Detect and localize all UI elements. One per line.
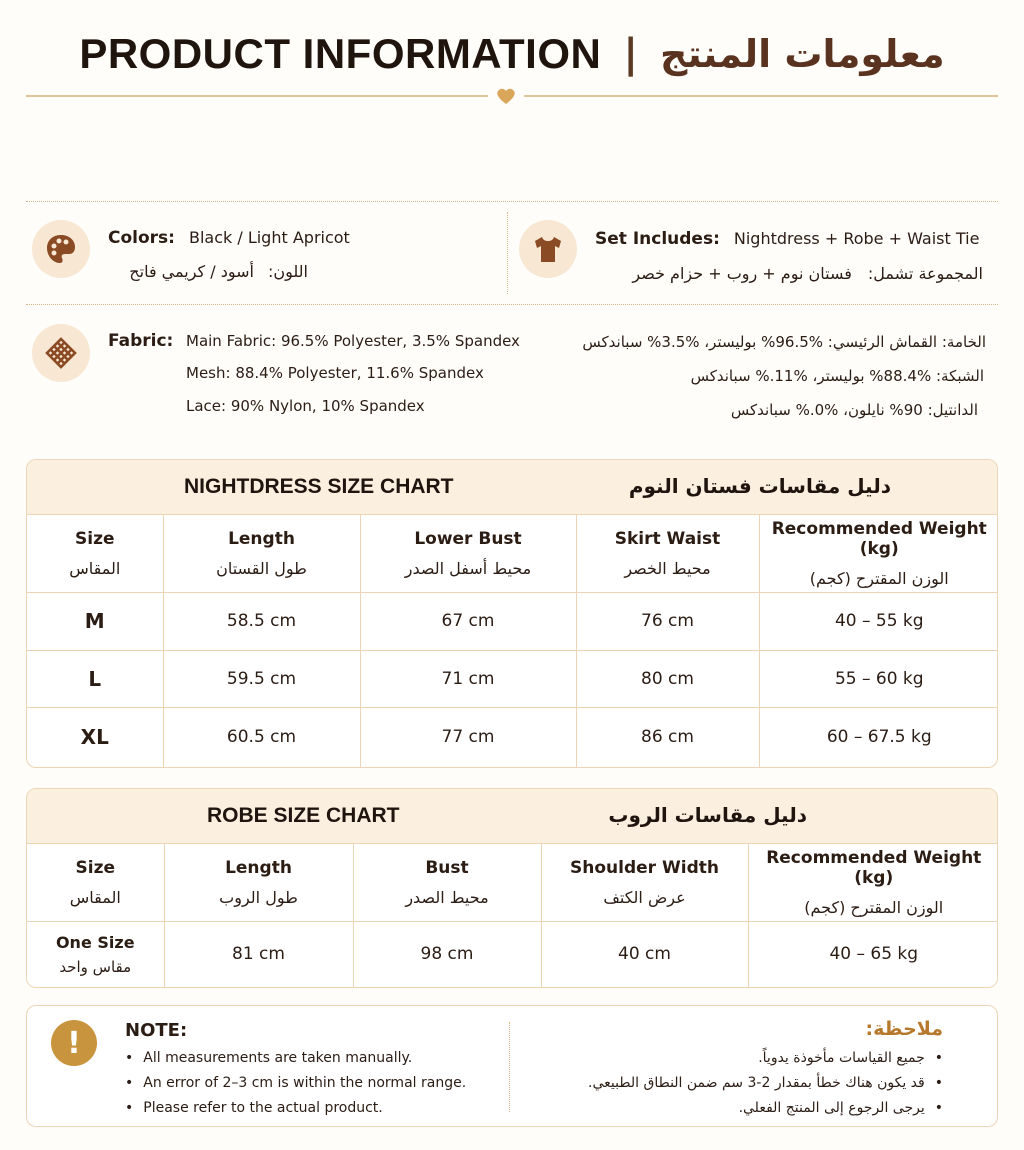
fabric-line-main-ar: الخامة: القماش الرئيسي: %96.5% بوليستر، %3.5% سباندكس [582, 333, 986, 351]
page-title-en: PRODUCT INFORMATION [79, 30, 602, 77]
table-row [27, 921, 998, 987]
header-cell: Recommended Weight (kg) الوزن المقترح (كجم) [748, 844, 998, 921]
title-separator: | [623, 31, 638, 77]
page-header [0, 24, 1024, 84]
shoulder-cell: 40 cm [541, 921, 748, 987]
list-item: • قد يكون هناك خطأ بمقدار 2-3 سم ضمن النطاق الطبيعي. [588, 1071, 943, 1096]
list-item: • جميع القياسات مأخوذة يدوياً. [588, 1046, 943, 1071]
length-cell: 59.5 cm [163, 650, 360, 707]
chart-title-en: NIGHTDRESS SIZE CHART [184, 475, 454, 498]
bust-cell: 67 cm [360, 592, 576, 650]
bust-cell: 71 cm [360, 650, 576, 707]
divider [26, 304, 998, 305]
nightdress-table [27, 515, 998, 767]
note-title-en: NOTE: [125, 1020, 188, 1041]
size-cell: L [27, 650, 163, 707]
bust-cell: 98 cm [353, 921, 541, 987]
header-divider-right [524, 95, 998, 97]
divider [509, 1022, 510, 1112]
colors-label: Colors: [108, 228, 175, 248]
header-cell: Shoulder Width عرض الكتف [541, 844, 748, 921]
fabric-line-main: Main Fabric: 96.5% Polyester, 3.5% Spandex [186, 332, 520, 350]
tshirt-icon [519, 220, 577, 278]
weight-cell: 40 – 55 kg [759, 592, 998, 650]
header-cell: Bust محيط الصدر [353, 844, 541, 921]
list-item: • All measurements are taken manually. [125, 1046, 466, 1071]
robe-table [27, 844, 998, 987]
set-value: Nightdress + Robe + Waist Tie [733, 229, 980, 248]
chart-header [27, 789, 997, 844]
size-cell [27, 921, 164, 987]
chart-title-ar: دليل مقاسات الروب [608, 803, 807, 827]
size-cell: XL [27, 707, 163, 767]
header-cell: Size المقاس [27, 515, 163, 592]
note-box [26, 1005, 998, 1127]
fabric-knot-icon [32, 324, 90, 382]
note-list-en [125, 1046, 466, 1121]
colors-ar [108, 262, 308, 281]
waist-cell: 80 cm [576, 650, 759, 707]
colors-en [108, 228, 350, 248]
set-label-ar: المجموعة تشمل: [867, 264, 983, 283]
header-cell: Recommended Weight (kg) الوزن المقترح (كجم) [759, 515, 998, 592]
colors-label-ar: اللون: [267, 262, 308, 281]
fabric-line-lace: Lace: 90% Nylon, 10% Spandex [186, 397, 425, 415]
note-title-ar: ملاحظة: [865, 1018, 943, 1040]
heart-icon [496, 87, 516, 105]
waist-cell: 86 cm [576, 707, 759, 767]
header-cell: Size المقاس [27, 844, 164, 921]
nightdress-size-chart [26, 459, 998, 768]
table-row [27, 650, 998, 707]
fabric-line-mesh: Mesh: 88.4% Polyester, 11.6% Spandex [186, 364, 484, 382]
list-item: • An error of 2–3 cm is within the normal range. [125, 1071, 466, 1096]
table-row [27, 592, 998, 650]
header-cell: Lower Bust محيط أسفل الصدر [360, 515, 576, 592]
page-title-ar: معلومات المنتج [659, 32, 945, 76]
header-cell: Length طول الروب [164, 844, 353, 921]
size-cell: M [27, 592, 163, 650]
robe-size-chart [26, 788, 998, 988]
size-en: One Size [55, 932, 135, 952]
set-label: Set Includes: [595, 229, 720, 249]
divider [507, 212, 508, 294]
colors-value-ar: أسود / كريمي فاتح [129, 262, 254, 281]
table-header-row [27, 844, 998, 921]
fabric-line-mesh-ar: الشبكة: %88.4% بوليستر، %11.% سباندكس [690, 367, 984, 385]
note-list-ar [588, 1046, 943, 1121]
fabric-label-text: Fabric: [108, 331, 174, 351]
table-header-row [27, 515, 998, 592]
fabric-label [108, 331, 187, 351]
palette-icon [32, 220, 90, 278]
waist-cell: 76 cm [576, 592, 759, 650]
chart-header [27, 460, 997, 515]
header-cell: Length طول القستان [163, 515, 360, 592]
list-item: • يرجى الرجوع إلى المنتج الفعلي. [588, 1096, 943, 1121]
weight-cell: 55 – 60 kg [759, 650, 998, 707]
size-ar: مقاس واحد [59, 957, 132, 976]
weight-cell: 60 – 67.5 kg [826, 727, 932, 748]
list-item: • Please refer to the actual product. [125, 1096, 466, 1121]
divider [26, 201, 998, 202]
chart-title-en: ROBE SIZE CHART [207, 804, 400, 827]
header-divider-left [26, 95, 488, 97]
set-value-ar: فستان نوم + روب + حزام خصر [632, 264, 852, 283]
table-row [27, 707, 998, 767]
set-ar [595, 264, 983, 283]
chart-title-ar: دليل مقاسات فستان النوم [628, 474, 891, 498]
colors-value: Black / Light Apricot [188, 228, 350, 247]
exclamation-icon: ! [51, 1020, 97, 1066]
header-cell: Skirt Waist محيط الخصر [576, 515, 759, 592]
length-cell: 58.5 cm [163, 592, 360, 650]
length-cell: 60.5 cm [163, 707, 360, 767]
weight-cell: 40 – 65 kg [829, 944, 919, 965]
length-cell: 81 cm [164, 921, 353, 987]
fabric-line-lace-ar: الدانتيل: 90% نايلون، %0.% سباندكس [730, 401, 978, 419]
set-en [595, 229, 979, 249]
bust-cell: 77 cm [360, 707, 576, 767]
